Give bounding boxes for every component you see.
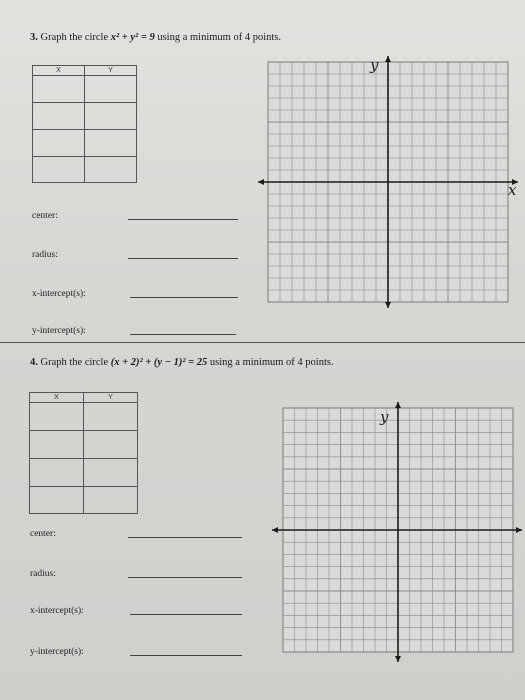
- problem-4-center-label: center:: [30, 529, 56, 539]
- problem-4-equation: (x + 2)² + (y − 1)² = 25: [110, 357, 208, 368]
- problem-3-coordinate-grid[interactable]: [258, 56, 518, 308]
- problem-4-coordinate-grid[interactable]: [272, 402, 522, 662]
- y-axis-arrow-top: [385, 56, 391, 62]
- problem-3-y-intercepts-label: y-intercept(s):: [32, 326, 86, 336]
- x-axis-arrow-left: [272, 527, 278, 533]
- problem-4-text-after: using a minimum of 4 points.: [209, 357, 334, 368]
- table-header-x: X: [30, 393, 84, 403]
- x-axis-arrow-right: [516, 527, 522, 533]
- problem-3-center-label: center:: [32, 211, 58, 221]
- problem-3-equation: x² + y² = 9: [110, 32, 155, 43]
- problem-3-x-axis-label: x: [508, 181, 517, 199]
- problem-4-radius-label: radius:: [30, 569, 56, 579]
- problem-4-y-axis-label: y: [380, 408, 389, 426]
- problem-3-y-axis-label: y: [370, 56, 379, 74]
- x-axis-arrow-left: [258, 179, 264, 185]
- table-header-x: X: [33, 66, 85, 76]
- problem-4-number: 4.: [30, 357, 38, 368]
- y-axis-arrow-top: [395, 402, 401, 408]
- table-header-y: Y: [84, 393, 138, 403]
- problem-3-x-intercepts-label: x-intercept(s):: [32, 289, 86, 299]
- y-axis-arrow-bottom: [395, 656, 401, 662]
- problem-4-text-before: Graph the circle: [40, 357, 109, 368]
- problem-3-number: 3.: [30, 32, 38, 43]
- problem-3-text-before: Graph the circle: [40, 32, 109, 43]
- problem-3-text-after: using a minimum of 4 points.: [157, 32, 281, 43]
- problem-3-radius-label: radius:: [32, 250, 58, 260]
- table-header-y: Y: [85, 66, 137, 76]
- problem-4-y-intercepts-label: y-intercept(s):: [30, 647, 84, 657]
- y-axis-arrow-bottom: [385, 302, 391, 308]
- problem-4-x-intercepts-label: x-intercept(s):: [30, 606, 84, 616]
